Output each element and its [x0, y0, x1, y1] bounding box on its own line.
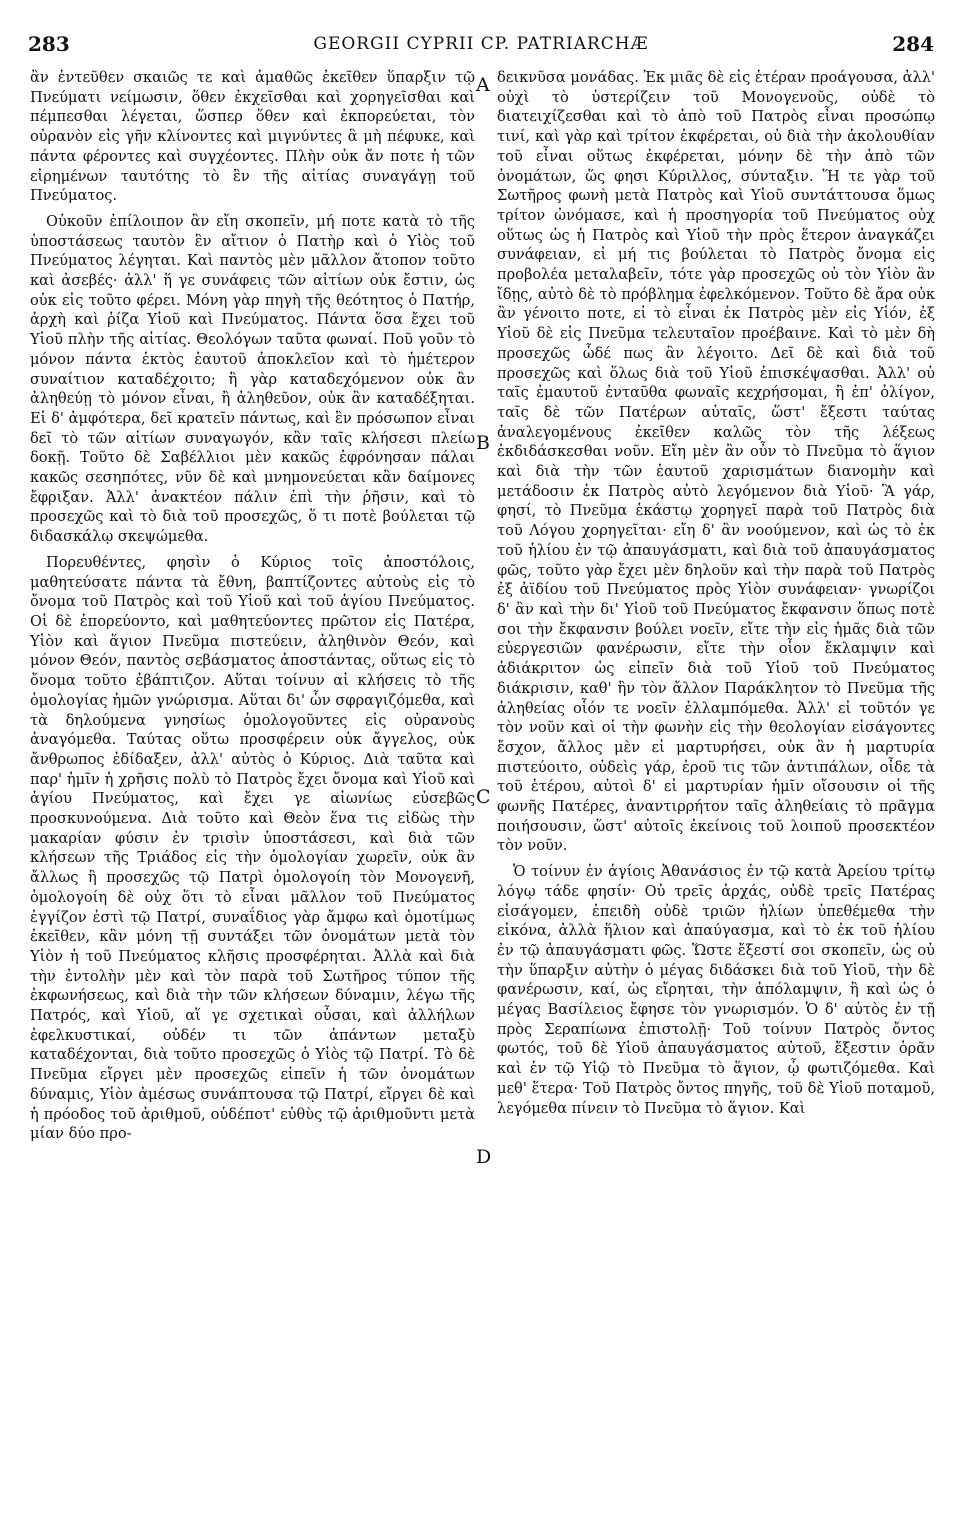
margin-marker-a: A [476, 74, 490, 96]
left-paragraph-2: Οὐκοῦν ἐπίλοιπον ἂν εἴη σκοπεῖν, μή ποτε κατὰ τὸ τῆς ὑποστάσεως ταυτὸν ἓν αἴτιον ὁ Πατὴρ καὶ ὁ Υἱὸς τοῦ Πνεύματος λέγηται. Καὶ παντὸς μὲν μᾶλλον ἄτοπον τοῦτο καὶ ἀσεβές· ἀλλ' ἥ γε συνάφεις τῶν αἰτίων οὐκ ἔστιν, ὡς οὐκ εἰς τοῦτο φέρει. Μόνη γὰρ πηγὴ τῆς θεότητος ὁ Πατήρ, ἀρχὴ καὶ ῥίζα Υἱοῦ καὶ Πνεύματος. Πάντα ὅσα ἔχει τοῦ Υἱοῦ πλὴν τῆς αἰτίας. Θεολόγων ταῦτα φωναί. Ποῦ γοῦν τὸ μόνον πάντα ἐκτὸς ἑαυτοῦ ἀποκλεῖον καὶ τὸ ἡμέτερον συναίτιον καταδέχοιτο; ἢ γὰρ καταδεχόμενον οὐκ ἂν ἀληθεύῃ τὸ μόνον εἶναι, ἢ ἀληθεῦον, οὐκ ἂν καταδέξηται. Εἰ δ' ἀμφότερα, δεῖ κρατεῖν πάντως, καὶ ἓν πρόσωπον εἶναι δεῖ τὸ τῶν αἰτίων συναγωγόν, κἂν ταῖς κλήσεσι πλείω δοκῇ. Τοῦτο δὲ Σαβέλλιοι μὲν κακῶς ἐφρόνησαν πάλαι κακῶς σεσηπότες, νῦν δὲ καὶ μνημονεύεται κἂν δαίμονες ἔφριξαν. Ἀλλ' ἀνακτέον πάλιν ἐπὶ τὴν ῥῆσιν, καὶ τὸ προσεχῶς καὶ τὸ διὰ τοῦ προσεχῶς, ὅ τι ποτὲ βούλεται τῷ διδασκάλῳ σκεψώμεθα. [30, 212, 475, 546]
margin-marker-c: C [476, 786, 491, 808]
right-paragraph-1: δεικνῦσα μονάδας. Ἐκ μιᾶς δὲ εἰς ἑτέραν προάγουσα, ἀλλ' οὐχὶ τὸ ὑστερίζειν τοῦ Μονογενοῦς, οὐδὲ τὸ διατειχίζεσθαι καὶ τὸ ἀπὸ τοῦ Πατρὸς εἶναι προσώπῳ τινί, καὶ γὰρ καὶ τρίτον ἐκφέρεται, οὐ διὰ τὴν ἀκολουθίαν τοῦ εἶναι οὕτως ἐκφέρεται, μόνην δὲ τὴν ἀπὸ τῶν ὀνομάτων, ὥς φησι Κύριλλος, σύνταξιν. Ἥ τε γὰρ τοῦ Σωτῆρος φωνὴ μετὰ Πατρὸς καὶ Υἱοῦ συντάττουσα ὅμως τρίτον ὠνόμασε, καὶ ἡ προσηγορία τοῦ Πνεύματος οὐχ οὕτως ὡς ἡ Πατρὸς καὶ Υἱοῦ τὴν πρὸς ἕτερον ἀναγκάζει συνάφειαν, εἰ μή τις βούλεται τὸ Πατρὸς ὄνομα εἰς προβολέα μεταλαβεῖν, τότε γὰρ προσεχῶς οὐ τὸν Υἱὸν ἂν ἴδῃς, αὐτὸ δὲ τὸ πρόβλημα ἐφελκόμενον. Τοῦτο δὲ ἄρα οὐκ ἂν γένοιτο ποτε, εἰ τὸ εἶναι ἐκ Πατρὸς μὲν εἰς Υἱόν, ἐξ Υἱοῦ δὲ εἰς Πνεῦμα τελευταῖον προέβαινε. Καὶ τὸ μὲν δὴ προσεχῶς ὧδέ πως ἂν λέγοιτο. Δεῖ δὲ καὶ διὰ τοῦ προσεχῶς καὶ ὅλως διὰ τοῦ Υἱοῦ ἐπισκέψασθαι. Ἀλλ' οὐ ταῖς ἐμαυτοῦ ἐνταῦθα φωναῖς κεχρήσομαι, ἢ ἐπ' ὀλίγον, ταῖς δὲ τῶν Πατέρων αὐταῖς, ὥστ' ἔξεστι ταύτας ἀναλεγομένους ἐκεῖθεν καλῶς τὸν τῆς λέξεως ἐκδιδάσκεσθαι νοῦν. Εἴη μὲν ἂν οὖν τὸ Πνεῦμα τὸ ἅγιον καὶ διὰ τὴν τῶν ἑαυτοῦ χαρισμάτων διανομὴν καὶ μετάδοσιν ἐκ Πατρὸς αὐτὸ λεγόμενον διὰ Υἱοῦ· Ἃ γάρ, φησί, τὸ Πνεῦμα ἑκάστῳ χορηγεῖ παρὰ τοῦ Πατρὸς διὰ τοῦ Λόγου χορηγεῖται· εἴη δ' ἂν νοούμενον, καὶ ὡς τὸ ἐκ τοῦ ἡλίου ἐν τῷ ἀπαυγάσματι, καὶ διὰ τοῦ ἀπαυγάσματος φῶς, τοῦτο γὰρ ἔχει μὲν δηλοῦν καὶ τὴν παρὰ τοῦ Πατρὸς ἐξ ἀϊδίου τοῦ Πνεύματος πρὸς Υἱὸν συνάφειαν· γνωρίζοι δ' ἂν καὶ τὴν δι' Υἱοῦ τοῦ Πνεύματος ἔκφανσιν ὅπως ποτὲ σοι τὴν ἔκφανσιν βούλει νοεῖν, εἴτε τὴν εἰς ἡμᾶς διὰ τῶν εὐεργεσιῶν φανέρωσιν, εἴτε τὴν οἷον ἔκλαμψιν καὶ ἀδιάκριτον ὡς εἰπεῖν διὰ τοῦ Υἱοῦ τοῦ Πνεύματος διάκρισιν, καθ' ἣν τὸν ἄλλον Παράκλητον τὸ Πνεῦμα τῆς ἀληθείας οἷόν τε νοεῖν ἐλλαμπόμεθα. Ἀλλ' εἰ τοῦτόν γε τὸν νοῦν καὶ οἱ τὴν φωνὴν εἰς τὴν θεολογίαν εἰσάγοντες ἔσχον, ἄλλος μὲν εἰ μαρτυρήσει, οὐκ ἂν ἡ μαρτυρία πιστεύοιτο, οὐδεὶς γάρ, ἐροῦ τις τῶν ἀντιπάλων, οἶδε τὰ τοῦ ἑτέρου, αὐτοὶ δ' εἰ μαρτυρίαν ἡμῖν οἴσουσιν οἱ τῆς φωνῆς Πατέρες, ἀναντιρρήτον ταῖς ἀληθείαις τὸ πρᾶγμα ποιήσουσιν, ὥστ' αὐτοῖς ἐκείνοις τοῦ λοιποῦ προσεκτέον τὸν νοῦν. [497, 69, 935, 855]
page-number-right: 284 [892, 32, 934, 56]
left-paragraph-1: ἂν ἐντεῦθεν σκαιῶς τε καὶ ἀμαθῶς ἐκεῖθεν ὕπαρξιν τῷ Πνεύματι νείμωσιν, ὅθεν ἐκχεῖσθαι καὶ χορηγεῖσθαι καὶ πέμπεσθαι λέγεται, ὥσπερ ὅθεν καὶ ἐκπορεύεται, τὸν οὐρανὸν εἰς γῆν κλίνοντες καὶ μιγνύντες ἃ μὴ πέφυκε, καὶ πάντα φέροντες καὶ συγχέοντες. Πλὴν οὐκ ἄν ποτε ἡ τῶν εἰρημένων ταυτότης τὸ ἓν τῆς αἰτίας συναγάγῃ τοῦ Πνεύματος. [30, 69, 475, 205]
page-number-left: 283 [28, 32, 70, 56]
margin-marker-d: D [476, 1146, 492, 1168]
running-title: GEORGII CYPRII CP. PATRIARCHÆ [313, 34, 649, 54]
left-column [30, 68, 475, 1528]
right-paragraph-2: Ὁ τοίνυν ἐν ἁγίοις Ἀθανάσιος ἐν τῷ κατὰ Ἀρείου τρίτῳ λόγῳ τάδε φησίν· Οὐ τρεῖς ἀρχάς, οὐδὲ τρεῖς Πατέρας εἰσάγομεν, ἐπειδὴ οὐδὲ τριῶν ἡλίων ὑπεθέμεθα τὴν εἰκόνα, ἀλλὰ ἥλιον καὶ ἀπαύγασμα, καὶ τὸ ἐκ τοῦ ἡλίου ἐν τῷ ἀπαυγάσματι φῶς. Ὥστε ἔξεστί σοι σκοπεῖν, ὡς οὐ τὴν ὕπαρξιν αὐτὴν ὁ μέγας διδάσκει διὰ τοῦ Υἱοῦ, τὴν δὲ φανέρωσιν, καί, ὡς εἴρηται, τὴν ἀπόλαμψιν, ἢ καὶ ὡς ὁ μέγας Βασίλειος ἔφησε τὸν γνωρισμόν. Ὁ δ' αὐτὸς ἐν τῇ πρὸς Σεραπίωνα ἐπιστολῇ· Τοῦ τοίνυν Πατρὸς ὄντος φωτός, τοῦ δὲ Υἱοῦ ἀπαυγάσματος αὐτοῦ, ἔξεστιν ὁρᾶν καὶ ἐν τῷ Υἱῷ τὸ Πνεῦμα τὸ ἅγιον, ᾧ φωτιζόμεθα. Καὶ μεθ' ἕτερα· Τοῦ Πατρὸς ὄντος πηγῆς, τοῦ δὲ Υἱοῦ ποταμοῦ, λεγόμεθα πίνειν τὸ Πνεῦμα τὸ ἅγιον. Καὶ [497, 863, 935, 1117]
right-column [497, 68, 935, 1528]
page-header [28, 32, 934, 58]
margin-marker-b: B [476, 432, 490, 454]
left-paragraph-3: Πορευθέντες, φησὶν ὁ Κύριος τοῖς ἀποστόλοις, μαθητεύσατε πάντα τὰ ἔθνη, βαπτίζοντες αὐτοὺς εἰς τὸ ὄνομα τοῦ Πατρὸς καὶ τοῦ Υἱοῦ καὶ τοῦ ἁγίου Πνεύματος. Οἱ δὲ ἐπορεύοντο, καὶ μαθητεύοντες πρῶτον εἰς Πατέρα, Υἱὸν καὶ ἅγιον Πνεῦμα πιστεύειν, ἀληθινὸν Θεόν, καὶ μόνον Θεόν, παντὸς σεβάσματος ἀποστάντας, οὕτως εἰς τὸ ὄνομα τοῦτο ἐβάπτιζον. Αὕται τοίνυν αἱ κλήσεις τὸ τῆς ὁμολογίας ἡμῶν γνώρισμα. Αὕται δι' ὧν σφραγιζόμεθα, καὶ τὰ δηλούμενα γνησίως ὁμολογοῦντες εἰς οὐρανοὺς ἀναγόμεθα. Ταύτας οὕτω προσφέρειν οὐκ ἄγγελος, οὐκ ἄνθρωπος ἐδίδαξεν, ἀλλ' αὐτὸς ὁ Κύριος. Διὰ ταῦτα καὶ παρ' ἡμῖν ἡ χρῆσις πολὺ τὸ Πατρὸς ἔχει ὄνομα καὶ Υἱοῦ καὶ ἁγίου Πνεύματος, καὶ ἔχει γε αἰωνίως εὐσεβῶς προσκυνούμενα. Διὰ τοῦτο καὶ Θεὸν ἕνα τις εἰδὼς τὴν μακαρίαν φύσιν ἐν τρισὶν ὑποστάσεσι, καὶ διὰ τῶν κλήσεων τῆς Τριάδος εἰς τὴν ὁμολογίαν χωρεῖν, οὐκ ἂν ἄλλως ἢ προσεχῶς τῷ Πατρὶ ὁμολογοίη τὸν Μονογενῆ, ὁμολογοίη δὲ οὐχ ὅτι τὸ εἶναι μᾶλλον τοῦ Πνεύματος ἐγγίζον ἐστὶ τῷ Πατρί, συναΐδιος γὰρ ἄμφω καὶ ὁμοτίμως ἐκεῖθεν, κἂν μόνη τῇ συντάξει τῶν ὀνομάτων μετὰ τὸν Υἱὸν ἡ τοῦ Πνεύματος κλῆσις προσφέρηται. Ἀλλὰ καὶ διὰ τὴν ἐντολὴν μὲν καὶ τὸν παρὰ τοῦ Σωτῆρος τύπον τῆς ἐκφωνήσεως, καὶ διὰ τὴν τῶν κλήσεων δύναμιν, λέγω τῆς Πατρός, καὶ Υἱοῦ, αἵ γε σχετικαὶ οὖσαι, καὶ ἀλλήλων ἐφελκυστικαί, οὐδέν τι τῶν ἁπάντων μεταξὺ καταδέχονται, διὰ τοῦτο προσεχῶς ὁ Υἱὸς τῷ Πατρί. Τὸ δὲ Πνεῦμα εἴργει μὲν προσεχῶς εἰπεῖν ἡ τῶν ὀνομάτων δύναμις, Υἱὸν ἀμέσως συνάπτουσα τῷ Πατρί, εἴργει δὲ καὶ ἡ πρόοδος τοῦ ἀριθμοῦ, οὐδέποτ' εὐθὺς τῷ ἀριθμοῦντι μετὰ μίαν δύο προ- [30, 553, 475, 1143]
